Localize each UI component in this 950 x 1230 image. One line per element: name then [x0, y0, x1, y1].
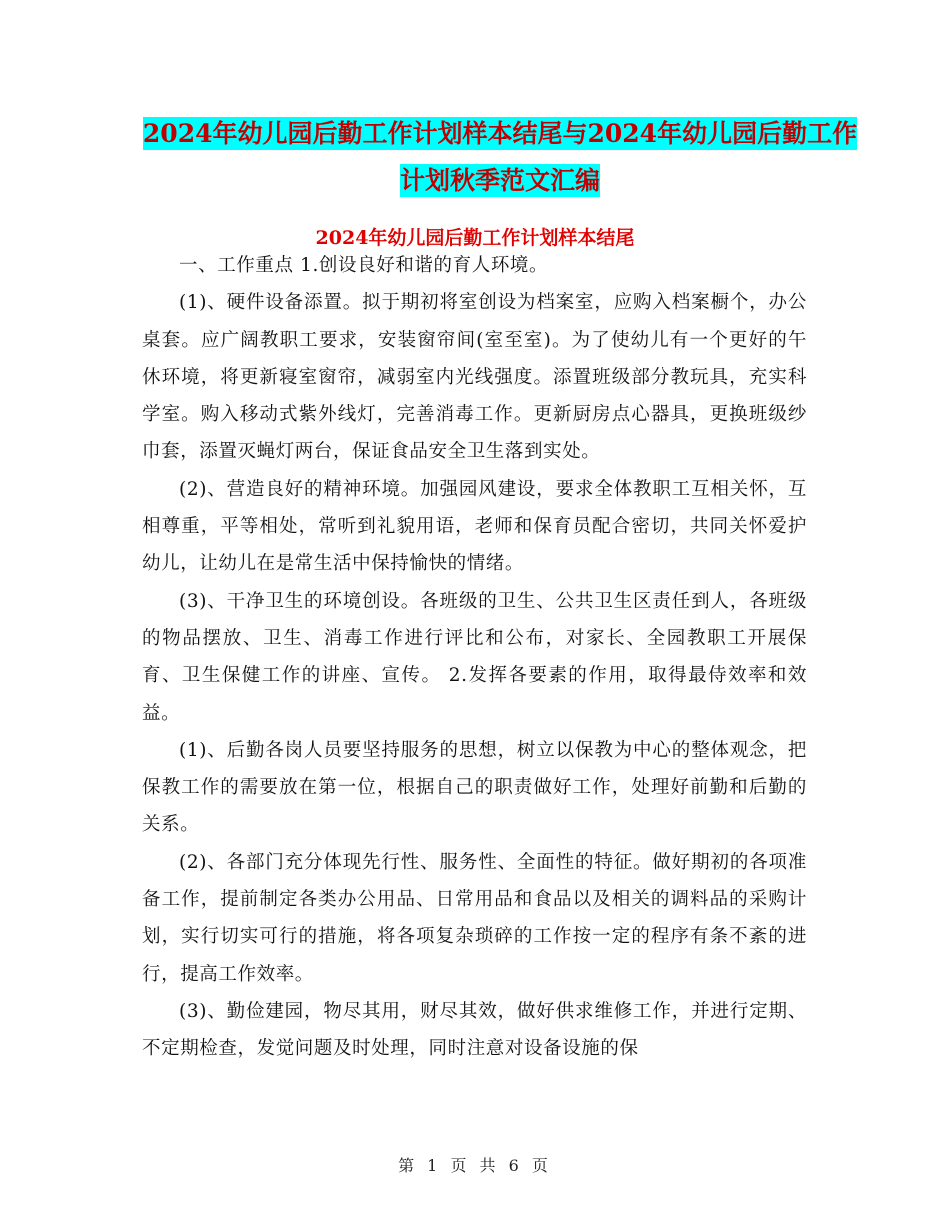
- paragraph-4: (3)、干净卫生的环境创设。各班级的卫生、公共卫生区责任到人，各班级的物品摆放、卫生、消毒工作进行评比和公布，对家长、全园教职工开展保育、卫生保健工作的讲座、宣传。 2.发挥各要素的作用，取得最侍效率和效益。: [142, 590, 807, 724]
- page-footer: 第 1 页 共 6 页: [398, 1156, 552, 1175]
- section-title: 2024年幼儿园后勤工作计划样本结尾: [315, 227, 635, 249]
- paragraph-3: (2)、营造良好的精神环境。加强园风建设，要求全体教职工互相关怀，互相尊重，平等相处，常听到礼貌用语，老师和保育员配合密切，共同关怀爱护幼儿，让幼儿在是常生活中保持愉快的情绪。: [142, 478, 807, 575]
- paragraph-2: (1)、硬件设备添置。拟于期初将室创设为档案室，应购入档案橱个，办公桌套。应广阔教职工要求，安装窗帘间(室至室)。为了使幼儿有一个更好的午休环境，将更新寝室窗帘，减弱室内光线强度。添置班级部分教玩具，充实科学室。购入移动式紫外线灯，完善消毒工作。更新厨房点心器具，更换班级纱巾套，添置灭蝇灯两台，保证食品安全卫生落到实处。: [142, 292, 807, 463]
- paragraph-7: (3)、勤俭建园，物尽其用，财尽其效，做好供求维修工作，并进行定期、不定期检查，发觉问题及时处理，同时注意对设备设施的保: [142, 1000, 807, 1060]
- highlighted-title-text: 2024年幼儿园后勤工作计划样本结尾与2024年幼儿园后勤工作计划秋季范文汇编: [142, 119, 858, 195]
- document-body: [142, 247, 807, 1068]
- paragraph-1: 一、工作重点 1.创设良好和谐的育人环境。: [179, 255, 549, 276]
- document-title: [140, 110, 860, 204]
- paragraph-5: (1)、后勤各岗人员要坚持服务的思想，树立以保教为中心的整体观念，把保教工作的需要放在第一位，根据自己的职责做好工作，处理好前勤和后勤的关系。: [142, 739, 807, 836]
- paragraph-6: (2)、各部门充分体现先行性、服务性、全面性的特征。做好期初的各项准备工作，提前制定各类办公用品、日常用品和食品以及相关的调料品的采购计划，实行切实可行的措施，将各项复杂琐碎的工作按一定的程序有条不紊的进行，提高工作效率。: [142, 851, 807, 985]
